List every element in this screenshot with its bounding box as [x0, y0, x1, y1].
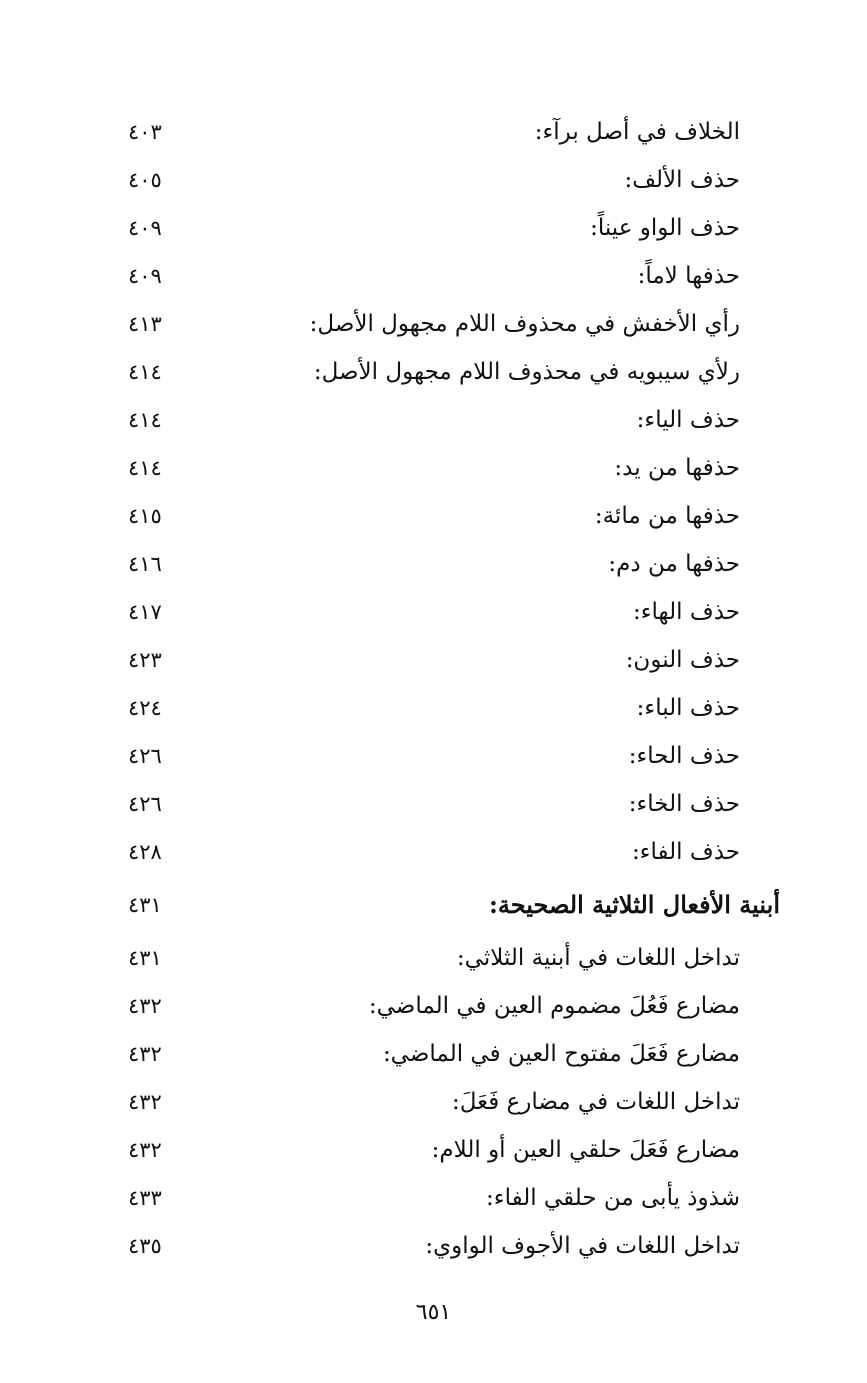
toc-entry-title: تداخل اللغات في أبنية الثلاثي:: [456, 945, 740, 971]
toc-entry-page: ٤١٤: [128, 360, 162, 384]
toc-entry-page: ٤٣٢: [128, 1138, 162, 1162]
toc-entry-title: مضارع فَعُلَ مضموم العين في الماضي:: [368, 993, 740, 1019]
toc-entry-title: حذف الهاء:: [632, 599, 740, 625]
toc-entry: [120, 1222, 780, 1270]
toc-entry-title: تداخل اللغات في الأجوف الواوي:: [425, 1233, 740, 1259]
toc-entry-title: حذف الحاء:: [628, 743, 740, 769]
toc-entry: [120, 828, 780, 876]
toc-entry-title: حذف النون:: [625, 647, 740, 673]
toc-entry: [120, 540, 780, 588]
toc-entry-page: ٤٣٢: [128, 1090, 162, 1114]
toc-entry-page: ٤٣١: [128, 946, 162, 970]
toc-entry-title: رأي الأخفش في محذوف اللام مجهول الأصل:: [309, 311, 740, 337]
toc-entry-title: حذف الخاء:: [628, 791, 740, 817]
toc-entry-page: ٤١٧: [128, 600, 162, 624]
toc-entry-page: ٤١٦: [128, 552, 162, 576]
toc-entry-page: ٤٣٥: [128, 1234, 162, 1258]
toc-entry-title: الخلاف في أصل برآء:: [534, 119, 740, 145]
toc-entry: [120, 732, 780, 780]
toc-entry: [120, 780, 780, 828]
toc-entry: [120, 108, 780, 156]
toc-entry-page: ٤٣٣: [128, 1186, 162, 1210]
toc-entry: [120, 1126, 780, 1174]
toc-entry-title: تداخل اللغات في مضارع فَعَلَ:: [451, 1089, 740, 1115]
toc-entry: [120, 252, 780, 300]
toc-entry-title: حذفها من دم:: [608, 551, 740, 577]
toc-entry: [120, 492, 780, 540]
toc-entry-page: ٤٣٢: [128, 994, 162, 1018]
toc-entry-page: ٤٠٩: [128, 264, 162, 288]
toc-entry-page: ٤٢٦: [128, 744, 162, 768]
toc-entry: [120, 156, 780, 204]
toc-entry-page: ٤٢٦: [128, 792, 162, 816]
toc-section-heading: [120, 876, 780, 934]
toc-entry-title: حذفها من يد:: [614, 455, 740, 481]
toc-entry-title: حذف الياء:: [636, 407, 740, 433]
toc-entry-page: ٤١٤: [128, 456, 162, 480]
toc-entry: [120, 636, 780, 684]
toc-entry-title: حذف الواو عيناً:: [590, 215, 740, 241]
toc-entry-page: ٤٠٩: [128, 216, 162, 240]
toc-entry-title: حذف الفاء:: [631, 839, 740, 865]
toc-entry-page: ٤٢٨: [128, 840, 162, 864]
toc-entry-page: ٤١٥: [128, 504, 162, 528]
toc-entry: [120, 444, 780, 492]
toc-entry: [120, 1078, 780, 1126]
toc-entry: [120, 396, 780, 444]
toc-entry-title: شذوذ يأبى من حلقي الفاء:: [486, 1185, 740, 1211]
page-number: ٦٥١: [415, 1300, 452, 1325]
toc-entry-page: ٤٠٥: [128, 168, 162, 192]
toc-entry-page: ٤٠٣: [128, 120, 162, 144]
toc-entry-page: ٤٢٤: [128, 696, 162, 720]
toc-entry: [120, 684, 780, 732]
toc-entry-page: ٤٣٢: [128, 1042, 162, 1066]
toc-entry-page: ٤٢٣: [128, 648, 162, 672]
toc-entry-page: ٤١٤: [128, 408, 162, 432]
toc-entry-title: أبنية الأفعال الثلاثية الصحيحة:: [489, 890, 780, 919]
toc-entry-title: حذف الألف:: [624, 167, 740, 193]
toc-entry: [120, 934, 780, 982]
toc-entry-title: حذفها لاماً:: [637, 263, 740, 289]
toc-entry: [120, 982, 780, 1030]
toc-entry-title: مضارع فَعَلَ مفتوح العين في الماضي:: [382, 1041, 740, 1067]
toc-entry: [120, 204, 780, 252]
toc-entry: [120, 588, 780, 636]
toc-entry-title: رلأي سيبويه في محذوف اللام مجهول الأصل:: [313, 359, 740, 385]
toc-entry-title: مضارع فَعَلَ حلقي العين أو اللام:: [431, 1137, 740, 1163]
toc-entry: [120, 348, 780, 396]
toc-entry-page: ٤١٣: [128, 312, 162, 336]
toc-entry-page: ٤٣١: [128, 893, 162, 917]
toc-entry: [120, 1030, 780, 1078]
toc-entry-title: حذف الباء:: [636, 695, 740, 721]
toc-entry: [120, 1174, 780, 1222]
table-of-contents: [120, 108, 780, 1270]
toc-entry: [120, 300, 780, 348]
toc-entry-title: حذفها من مائة:: [594, 503, 740, 529]
